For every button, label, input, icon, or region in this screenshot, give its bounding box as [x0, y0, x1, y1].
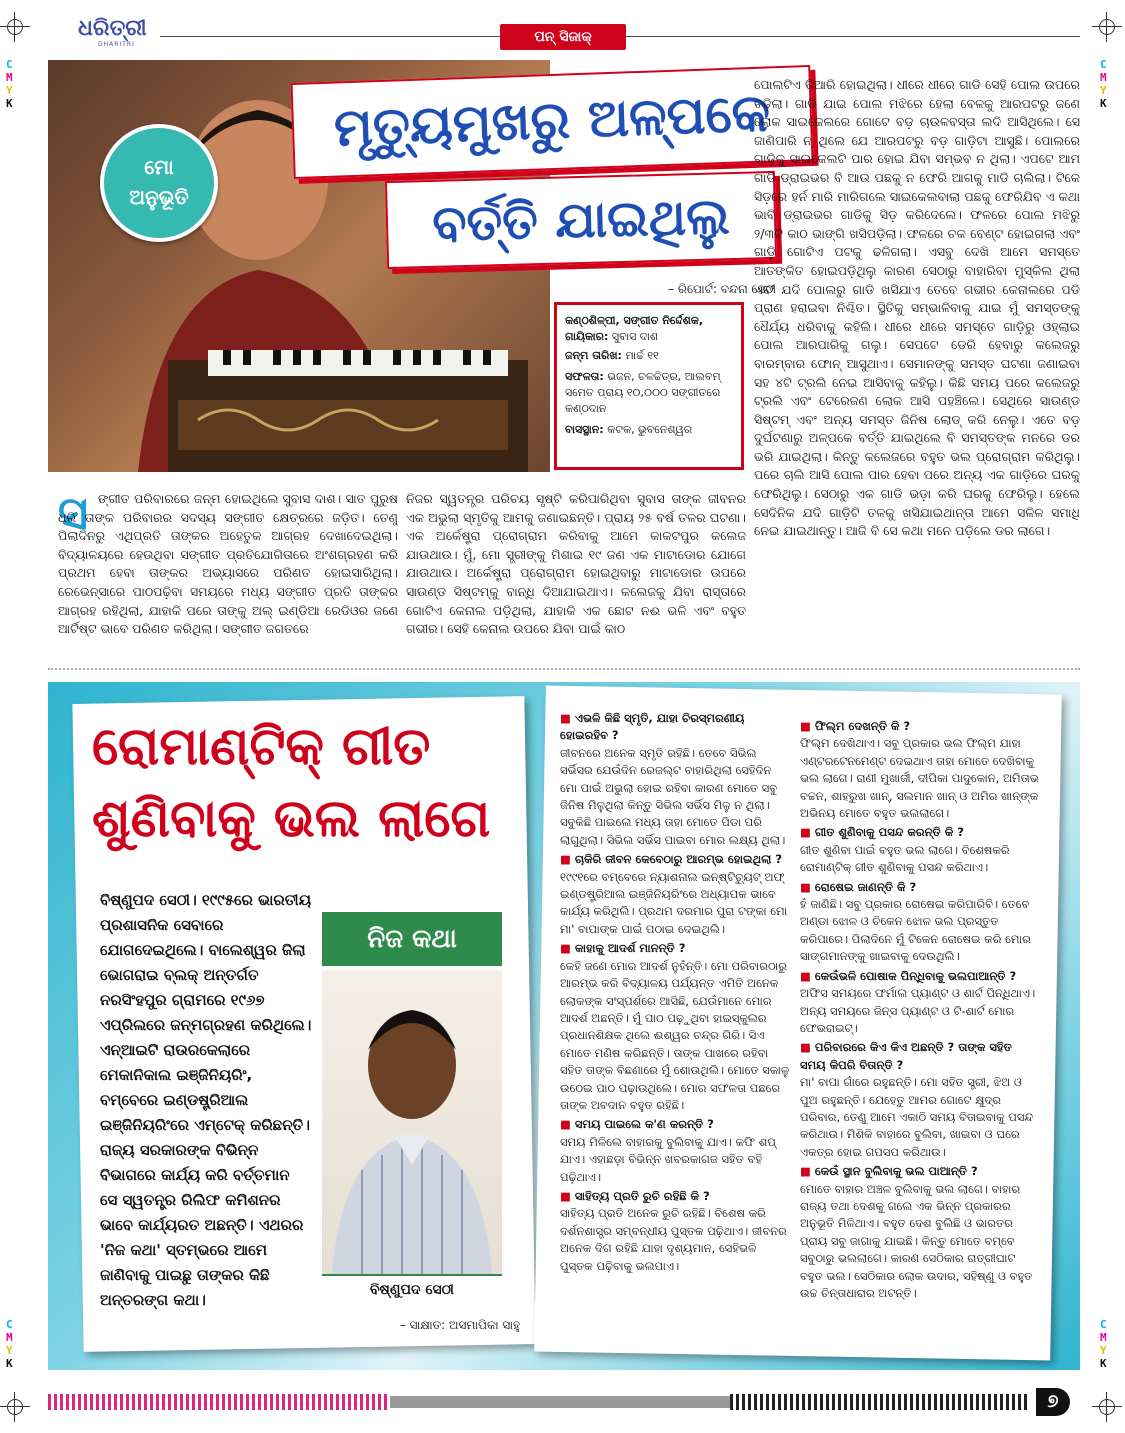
qa-column-left — [560, 708, 790, 1350]
cmyk-k: K — [1100, 97, 1107, 110]
profile-label: ବାସସ୍ଥାନ: — [565, 423, 604, 436]
story1-column-3: ପୋଲଟିଏ ତିଆରି ହୋଇଥିଲା। ଧୀରେ ଧୀରେ ଗାଡି ସେହି ପୋଲ ଉପରେ ଚଢ଼ିଲା। ଗାଡି ଯାଇ ପୋଲ ମଝିରେ ହେଲା ବେଳକୁ ଆରପଟରୁ ଜଣେ ଲୋକ ସାଇକେଲରେ ଗୋଟେ ବଡ଼ ଚାଉଳବସ୍ତା ଲଦି ଆସିଥିଲେ। ସେ ଜାଣିପାରି ନ ଥିଲେ ଯେ ଆରପଟରୁ ବଡ଼ ଗାଡ଼ିଟା ଆସୁଛି। ପୋଲରେ ଗାଡ଼ିକୁ ସାଇକେଲଟି ପାର ହୋଇ ଯିବା ସମ୍ଭବ ନ ଥିଲା। ଏପଟେ ଆମ ଗାଡି ଡ୍ରାଇଭର ବି ଆଉ ପଛକୁ ନ ଫେରି ଆଗକୁ ମାଡି ଚାଲିଲା। ଟିକେ ସିଡ଼ରେ ହର୍ନ ମାରି ମାରିଗଲେ ସାଇକେଲବାଲା ପଛକୁ ଫେରିଯିବ ଏ କଥା ଭାବି ଡ୍ରାଇଭର ଗାଡିକୁ ସିଡ଼ କରିଦେଲେ। ଫଳରେ ପୋଲ ମଝିରୁ ୨/୩ଟି କାଠ ଭାଙ୍ଗି ଖସିପଡ଼ିଲା। ଫଳରେ ଚକ ବେଣ୍ଟ ହୋଇଗଲା ଏବଂ ଗାଡ଼ି ଗୋଟିଏ ପଟକୁ ଢଳିଗଲା। ଏସବୁ ଦେଖି ଆମେ ସମସ୍ତେ ଆତଙ୍କିତ ହୋଇପଡ଼ିଥିଲୁ କାରଣ ସେଠାରୁ ବାହାରିବା ମୁସ୍କିଲ ଥିଲା ଏବଂ ଯଦି ପୋଲରୁ ଗାଡି ଖସିଯାଏ ତେବେ ଗଭୀର କେନାଲରେ ପଡି ପ୍ରାଣ ହରାଇବା ନିଶ୍ଚିତ। ସ୍ଥିତିକୁ ସମ୍ଭାଳିବାକୁ ଯାଇ ମୁଁ ସମସ୍ତଙ୍କୁ ଧୈର୍ଯ୍ୟ ଧରିବାକୁ କହିଲି। ଧୀରେ ଧୀରେ ସମସ୍ତେ ଗାଡ଼ିରୁ ଓହ୍ଲାଇ ପୋଲ ଆରପାରିକୁ ଗଲୁ। ସେପଟେ ଡେରି ହେବାରୁ କଲେଜରୁ ବାରମ୍ବାର ଫୋନ୍ ଆସୁଥାଏ। ସେମାନଙ୍କୁ ସମସ୍ତ ଘଟଣା ଜଣାଇବା ସହ ୪ଟି ଟ୍ରଲି ନେଇ ଆସିବାକୁ କହିଲୁ। କିଛି ସମୟ ପରେ କଲେଜରୁ ଟ୍ରଲି ଏବଂ ଟେରେଜଣ ଲୋକ ଆସି ପହଞ୍ଚିଲେ। ସେଥିରେ ସାଉଣ୍ଡ ସିଷ୍ଟମ୍ ଏବଂ ଅନ୍ୟ ସମସ୍ତ ଜିନିଷ ଲୋଡ୍ କରି ନେଲୁ। ଏତେ ବଡ଼ ଦୁର୍ଘଟଣାରୁ ଅଳ୍ପକେ ବର୍ତ୍ତି ଯାଇଥିଲେ ବି ସମସ୍ତଙ୍କ ମନରେ ଡର ଭରି ଯାଇଥିଲା। କିନ୍ତୁ କଲେଜରେ ବହୁତ ଭଲ ପ୍ରୋଗ୍ରାମ କରିଥିଲୁ। ପରେ ଚାଲି ଆସି ପୋଲ ପାର ହେବା ପରେ ଅନ୍ୟ ଏକ ଗାଡ଼ିରେ ଘରକୁ ଫେରିଥିଲୁ। ସେଠାରୁ ଏକ ଗାଡି ଭଡ଼ା କରି ଘରକୁ ଫେରିଲୁ। ହେଲେ ସେଦିନିକ ଯଦି ଗାଡ଼ିଟି ତଳକୁ ଖସିଯାଇଥାନ୍ତା ଆମେ ସଳିଳ ସମାଧି ନେଇ ଯାଇଥାନ୍ତୁ। ଆଜି ବି ସେ କଥା ମନେ ପଡ଼ିଲେ ଡର ଲାଗେ। — [754, 77, 1080, 539]
qa-question: ■ ପରିବାରରେ କିଏ କିଏ ଅଛନ୍ତି ? ତାଙ୍କ ସହିତ ସମୟ କିପରି ବିତାନ୍ତି ? — [800, 1039, 1040, 1074]
page-number: ୭ — [1036, 1388, 1070, 1416]
footer-bar-black — [730, 1394, 1030, 1410]
cmyk-strip-bottom-left — [6, 1318, 13, 1370]
cmyk-c: C — [6, 1318, 13, 1331]
cmyk-k: K — [6, 97, 13, 110]
logo-text: ଧରିତ୍ରୀ — [78, 16, 147, 41]
cmyk-m: M — [1100, 1331, 1107, 1344]
masthead-logo — [78, 17, 168, 53]
crop-mark-bottom-right — [1092, 1392, 1122, 1422]
profile-label: ଗାୟିକାର: — [565, 330, 609, 343]
qa-answer: ସାହିତ୍ୟ ପ୍ରତି ଅନେକ ରୁଚି ରହିଛି। ବିଶେଷ କରି ଦର୍ଶନଶାସ୍ତ୍ର ସମ୍ବନ୍ଧୀୟ ପୁସ୍ତକ ପଢ଼ିଥାଏ। ଜୀବନର ଅନେକ ଦିଗ ରହିଛି ଯାହା ଦୃଶ୍ୟମାନ, ସେହିଭଳି ପୁସ୍ତକ ପଢ଼ିବାକୁ ଭଲପାଏ। — [560, 1206, 787, 1273]
qa-answer: ଗୀତ ଶୁଣିବା ପାଇଁ ବହୁତ ଭଲ ଲାଗେ। ବିଶେଷକରି ରୋମାଣ୍ଟିକ୍ ଗୀତ ଶୁଣିବାକୁ ପସନ୍ଦ କରିଥାଏ। — [800, 842, 1010, 875]
qa-question: ■ ରୋଷେଇ ଜାଣନ୍ତି କି ? — [800, 879, 1040, 896]
qa-answer: ୧୯୯୧ରେ ବମ୍ବେରେ ନ୍ୟାଶନାଲ ଇନ୍‌ଷ୍ଟିଚ୍ୟୁଟ୍ ଅଫ୍ ଇଣ୍ଡଷ୍ଟ୍ରିଆଲ ଇଞ୍ଜିନିୟରିଂରେ ଅଧ୍ୟାପକ ଭାବେ କାର୍ଯ୍ୟ କରିଥିଲି। ପ୍ରଥମ ଦରମାର ପୁରା ଟଙ୍କା ମୋ ମା' ବାପାଙ୍କ ପାଇଁ ପଠାଇ ଦେଇଥିଲି। — [560, 869, 788, 936]
story1-column-1-text: ଙ୍ଗୀତ ପରିବାରରେ ଜନ୍ମ ହୋଇଥିଲେ ସୁବାସ ଦାଶ। ସାତ ପୁରୁଷ ଧରି ତାଙ୍କ ପରିବାରର ସଦସ୍ୟ ସଙ୍ଗୀତ କ୍ଷେତ୍ରରେ ଜଡ଼ିତ। ତେଣୁ ପିଲାଦିନରୁ ଏଥିପ୍ରତି ତାଙ୍କର ଅହେତୁକ ଆଗ୍ରହ ଦେଖାଦେଇଥିଲା। ବିଦ୍ୟାଳୟରେ ହେଉଥିବା ସଙ୍ଗୀତ ପ୍ରତିଯୋଗିତାରେ ଅଂଶଗ୍ରହଣ କରି ପ୍ରଥମ ହେବା ତାଙ୍କର ଅଭ୍ୟାସରେ ପରିଣତ ହୋଇସାରିଥିଲା। ରେଭେନ୍ସାରେ ପାଠପଢ଼ିବା ସମୟରେ ମଧ୍ୟ ସଙ୍ଗୀତ ପ୍ରତି ତାଙ୍କର ଆଗ୍ରହ ରହିଥିଲା, ଯାହାକି ପରେ ତାଙ୍କୁ ଅଲ୍ ଇଣ୍ଡିଆ ରେଡିଓର ଜଣେ ଆର୍ଟିଷ୍ଟ ଭାବେ ପରିଣତ କରିଥିଲା। ସଙ୍ଗୀତ ଜଗତରେ — [58, 491, 398, 637]
cmyk-y: Y — [1100, 84, 1107, 97]
cmyk-strip-top-right — [1100, 58, 1107, 110]
qa-question: ■ କେଉଁ ସ୍ଥାନ ବୁଲିବାକୁ ଭଲ ପାଆନ୍ତି ? — [800, 1163, 1040, 1180]
cmyk-m: M — [1100, 71, 1107, 84]
story1-column-1 — [58, 486, 398, 660]
badge-text: ମୋ ଅନୁଭୂତି — [129, 155, 189, 209]
crop-mark-bottom-left — [0, 1392, 30, 1422]
nija-katha-tag: ନିଜ କଥା — [322, 912, 502, 966]
cmyk-c: C — [6, 58, 13, 71]
qa-question: ■ ଚାକିରି ଜୀବନ କେବେଠାରୁ ଆରମ୍ଭ ହୋଇଥିଲା ? — [560, 851, 790, 868]
crop-mark-top-right — [1092, 12, 1122, 42]
cmyk-y: Y — [1100, 1344, 1107, 1357]
cmyk-m: M — [6, 71, 13, 84]
crop-mark-top-left — [0, 12, 30, 42]
footer-bar-grey — [390, 1396, 730, 1408]
profile-row — [565, 313, 733, 329]
qa-answer: ମୋତେ ବାହାର ଅଞ୍ଚଳ ବୁଲିବାକୁ ଭଲ ଲାଗେ। ବାହାର ରାଜ୍ୟ ତଥା ଦେଶକୁ ଗଲେ ଏକ ଭିନ୍ନ ପ୍ରକାରର ଅନୁଭୂତି ମିଳିଥାଏ। ବହୁତ ଦେଶ ବୁଲିଛି ଓ ଭାରତର ପ୍ରାୟ ସବୁ ଜାଗାକୁ ଯାଇଛି। କିନ୍ତୁ ମୋତେ ବମ୍ବେ ସବୁଠାରୁ ଭଲଲାଗେ। କାରଣ ସେଠିକାର ରାତ୍ରୀଘାଟ ବହୁତ ଭଲ। ସେଠିକାର ଲୋକ ଉଦାର, ସହିଷ୍ଣୁ ଓ ବହୁତ ଉଚ୍ଚ ଚିନ୍ତାଧାରାର ଅଟନ୍ତି। — [800, 1181, 1033, 1300]
headline-1-box — [290, 65, 813, 179]
qa-question: ■ କାହାକୁ ଆଦର୍ଶ ମାନନ୍ତି ? — [560, 940, 790, 957]
profile-row — [565, 348, 733, 364]
badge-mo-anubhuti — [100, 124, 218, 242]
qa-question: ■ ସାହିତ୍ୟ ପ୍ରତି ରୁଚି ରହିଛି କି ? — [560, 1188, 790, 1205]
profile-portrait — [322, 970, 502, 1274]
cmyk-k: K — [1100, 1357, 1107, 1370]
qa-answer: ଫିଲ୍ମ ଦେଖିଥାଏ। ସବୁ ପ୍ରକାର ଭଲ ଫିଲ୍ମ ଯାହା ଏଣ୍ଟରଟେନମେଣ୍ଟ ଦେଇଥାଏ ତାହା ମୋତେ ଦେଖିବାକୁ ଭଲ ଲାଗେ। ରାଣୀ ମୁଖାର୍ଜୀ, ଦୀପିକା ପାଦୁକୋନ, ଅମିତାଭ ବଚ୍ଚନ, ଶାହରୁଖ ଖାନ୍, ସଲମାନ ଖାନ୍ ଓ ଅମିର ଖାନ୍‌ଙ୍କ ଅଭିନୟ ମୋତେ ବହୁତ ଭଲଲାଗେ। — [800, 736, 1039, 821]
story-divider — [48, 668, 1080, 670]
qa-answer: ମା' ବାପା ଗାଁରେ ରହୁଛନ୍ତି। ମୋ ସହିତ ସ୍ତ୍ରୀ, ଝିଅ ଓ ପୁଅ ରହୁଛନ୍ତି। ଯେହେତୁ ଆମର ଗୋଟେ କ୍ଷୁଦ୍ର ପରିବାର, ତେଣୁ ଆମେ ଏକାଠି ସମୟ ବିତାଇବାକୁ ପସନ୍ଦ କରିଥାଉ। ମିଶିକି ବାହାରେ ବୁଲିବା, ଖାଇବା ଓ ଘରେ ଏକତ୍ର ହୋଇ ଗପସପ କରିଥାଉ। — [800, 1075, 1033, 1159]
headline-1-line2: ବର୍ତ୍ତି ଯାଇଥିଲୁ — [431, 187, 731, 253]
cmyk-strip-top-left — [6, 58, 13, 110]
profile-value: ସୁବାସ ଦାଶ — [611, 330, 659, 343]
headline-2-line1: ରୋମାଣ୍ଟିକ୍ ଗୀତ — [92, 717, 431, 777]
qa-question: ■ ଫିଲ୍ମ ଦେଖନ୍ତି କି ? — [800, 718, 1040, 735]
profile-row — [565, 422, 733, 438]
cmyk-c: C — [1100, 58, 1107, 71]
qa-question: ■ ଏଭଳି କିଛି ସ୍ମୃତି, ଯାହା ଚିରସ୍ମରଣୀୟ ହୋଇରହିବ ? — [560, 710, 790, 745]
qa-question: ■ ଗୀତ ଶୁଣିବାକୁ ପସନ୍ଦ କରନ୍ତି କି ? — [800, 824, 1040, 841]
cmyk-c: C — [1100, 1318, 1107, 1331]
headline-1-box-2 — [385, 171, 777, 269]
interviewer-credit: – ସାକ୍ଷାତ: ଅସମାପିକା ସାହୁ — [399, 1318, 520, 1332]
profile-label: ଜନ୍ମ ତାରିଖ: — [565, 349, 622, 362]
cmyk-strip-bottom-right — [1100, 1318, 1107, 1370]
qa-answer: ଅଫିସ ସମୟରେ ଫର୍ମାଲ ପ୍ୟାଣ୍ଟ ଓ ଶାର୍ଟ ପିନ୍ଧିଥାଏ। ଅନ୍ୟ ସମୟରେ ଜିନ୍ସ ପ୍ୟାଣ୍ଟ ଓ ଟି-ଶାର୍ଟ ମୋର ଫେଭରାଇଟ୍। — [800, 986, 1036, 1035]
cmyk-y: Y — [6, 1344, 13, 1357]
profile-box — [554, 302, 744, 470]
profile-row — [565, 329, 733, 345]
story1-dropcap: ସ — [58, 486, 88, 540]
qa-answer: ଜୀବନରେ ଅନେକ ସ୍ମୃତି ରହିଛି। ତେବେ ସିଭିଲ ସର୍ଭିସର ଯେଉଁଦିନ ରେଜଲ୍ଟ ବାହାରିଥିଲା ସେହିଦିନ ମୋ ପାଇଁ ଅଭୁଲା ହୋଇ ରହିବା କାରଣ ମୋତେ ସବୁ ଜିନିଷ ମିଳୁଥିଲା କିନ୍ତୁ ସିଭିଲ ସର୍ଭିସ ମିଳୁ ନ ଥିଲା। ସବୁକିଛି ପାଇଲେ ମଧ୍ୟ ତାହା ମୋତେ ପିଡା ପରି ଲାଗୁଥିଲା। ସିଭିଲ ସର୍ଭିସ ପାଇବା ମୋର ଲକ୍ଷ୍ୟ ଥିଲା। — [560, 745, 786, 847]
qa-answer: କେହି ଜଣେ ମୋର ଆଦର୍ଶ ନୁହଁନ୍ତି। ମୋ ପରିବାରଠାରୁ ଆରମ୍ଭ କରି ବିଦ୍ୟାଳୟ ପର୍ଯ୍ୟନ୍ତ ଏମିତି ଅନେକ ଲୋକଙ୍କ ସଂସ୍ପର୍ଶରେ ଆସିଛି, ଯେଉଁମାନେ ମୋର ଆଦର୍ଶ ଅଛନ୍ତି। ମୁଁ ପାଠ ପଢ଼ୁଥିବା ହାଇସ୍କୁଲର ପ୍ରଧାନଶିକ୍ଷକ ଥିଲେ ଈଶ୍ୱର ଚନ୍ଦ୍ର ଗିରି। ସିଏ ମୋତେ ମଣିଷ କରିଛନ୍ତି। ତାଙ୍କ ପାଖରେ ରହିବା ସହିତ ତାଙ୍କ ବିଛଣାରେ ମୁଁ ଶୋଉଥିଲି। ମୋତେ ସକାଳୁ ଉଠେଇ ପାଠ ପଢ଼ାଉଥିଲେ। ମୋର ସଫଳତା ପଛରେ ତାଙ୍କ ଅବଦାନ ବହୁତ ରହିଛି। — [560, 958, 790, 1112]
profile-label: କଣ୍ଠଶିଳ୍ପୀ, ସଙ୍ଗୀତ ନିର୍ଦ୍ଦେଶକ, — [565, 314, 704, 327]
headline-1-line1: ମୃତ୍ୟୁମୁଖରୁ ଅଳ୍ପକେ — [332, 83, 771, 159]
logo-subtext: DHARITRI — [98, 41, 135, 48]
profile-value: ମାର୍ଚ୍ଚ ୧୧ — [625, 349, 659, 362]
cmyk-m: M — [6, 1331, 13, 1344]
qa-question: ■ କେଉଁଭଳି ପୋଷାକ ପିନ୍ଧିବାକୁ ଭଲପାଆନ୍ତି ? — [800, 968, 1040, 985]
profile-value: ଭଜନ, ଚଳଚ୍ଚିତ୍ର, ଆଲବମ୍ ସମେତ ପ୍ରାୟ ୧୦,୦୦୦ ସଙ୍ଗୀତରେ କଣ୍ଠଦାନ — [565, 370, 721, 415]
profile-label: ସଫଳତା: — [565, 370, 604, 383]
portrait-illustration — [322, 970, 502, 1274]
section-label: ପନ୍ ସିଜାକ୍ — [500, 24, 626, 50]
cmyk-k: K — [6, 1357, 13, 1370]
qa-answer: ହଁ ଜାଣିଛି। ସବୁ ପ୍ରକାର ରୋଷେଇ କରିପାରିବି। ତେବେ ଅଣ୍ଡା ଝୋଳ ଓ ଚିକେନ ଝୋଳ ଭଲ ପ୍ରସ୍ତୁତ କରିପାରେ। ପିଲାଦିନେ ମୁଁ ଟିକେନ ରୋଷେଇ କରି ମୋର ସାଙ୍ଗମାନଙ୍କୁ ଖାଇବାକୁ ଦେଉଥିଲି। — [800, 897, 1031, 964]
intro-text: ବିଷ୍ଣୁପଦ ସେଠୀ। ୧୯୯୫ରେ ଭାରତୀୟ ପ୍ରଶାସନିକ ସେବାରେ ଯୋଗଦେଇଥିଲେ। ବାଲେଶ୍ୱର ଜିଲା ଭୋଗରାଇ ବ୍ଲକ୍ ଅନ୍ତର୍ଗତ ନରସିଂହପୁର ଗ୍ରାମରେ ୧୯୬୭ ଏପ୍ରିଲରେ ଜନ୍ମଗ୍ରହଣ କରିଥିଲେ। ଏନ୍ଆଇଟି ରାଉରକେଲାରେ ମେକାନିକାଲ ଇଞ୍ଜିନିୟରିଂ, ବମ୍ବେରେ ଇଣ୍ଡଷ୍ଟ୍ରିଆଲ ଇଞ୍ଜିନିୟରିଂରେ ଏମ୍‌ଟେକ୍ କରିଛନ୍ତି। ରାଜ୍ୟ ସରକାରଙ୍କ ବିଭିନ୍ନ ବିଭାଗରେ କାର୍ଯ୍ୟ କରି ବର୍ତ୍ତମାନ ସେ ସ୍ୱତନ୍ତ୍ର ରିଲିଫ କମିଶନର ଭାବେ କାର୍ଯ୍ୟରତ ଅଛନ୍ତି। ଏଥରର 'ନିଜ କଥା' ସ୍ତମ୍ଭରେ ଆମେ ଜାଣିବାକୁ ପାଇଛୁ ତାଙ୍କର କିଛି ଅନ୍ତରଙ୍ଗ କଥା। — [100, 891, 312, 1309]
cmyk-y: Y — [6, 84, 13, 97]
qa-answer: ସମୟ ମିଳିଲେ ବାହାରକୁ ବୁଲିବାକୁ ଯାଏ। କଫି ଶପ୍ ଯାଏ। ଏହାଛଡ଼ା ବିଭିନ୍ନ ଖବରକାଗଜ ସହିତ ବହି ପଢ଼ିଥାଏ। — [560, 1134, 776, 1184]
story1-column-2: ନିଜର ସ୍ୱତନ୍ତ୍ର ପରିଚୟ ସୃଷ୍ଟି କରିପାରିଥିବା ସୁବାସ ତାଙ୍କ ଜୀବନର ଏକ ଅଭୁଲା ସ୍ମୃତିକୁ ଆମକୁ ଜଣାଇଛନ୍ତି। ପ୍ରାୟ ୨୫ ବର୍ଷ ତଳର ଘଟଣା। ଏକ ଅର୍କେଷ୍ଟ୍ରା ପ୍ରୋଗ୍ରାମ କରିବାକୁ ଆମେ କାକଟପୁର କଲେଜ ଯାଉଥାଉ। ମୁଁ, ମୋ ସ୍ତ୍ରୀଙ୍କୁ ମିଶାଇ ୧୯ ଜଣ ଏକ ମାଟାଡୋର ଯୋଗେ ଯାଉଥାଉ। ଅର୍କେଷ୍ଟ୍ରା ପ୍ରୋଗ୍ରାମ ହୋଇଥିବାରୁ ମାଟାଡୋର ଉପରେ ସାଉଣ୍ଡ ସିଷ୍ଟମ୍‌କୁ ବାନ୍ଧି ଦିଆଯାଇଥାଏ। କଲେଜକୁ ଯିବା ରାସ୍ତାରେ ଗୋଟିଏ କେନାଲ ପଡ଼ିଥିଲା, ଯାହାକି ଏକ ଛୋଟ ନଈ ଭଳି ଏବଂ ବହୁତ ଗଭୀର। ସେହି କେନାଲ ଉପରେ ଯିବା ପାଇଁ କାଠ — [406, 491, 746, 637]
headline-2-line2: ଶୁଣିବାକୁ ଭଲ ଲାଗେ — [92, 789, 491, 849]
qa-column-right — [800, 716, 1040, 1350]
footer-bar-pink — [48, 1394, 390, 1410]
qa-question: ■ ସମୟ ପାଇଲେ କ'ଣ କରନ୍ତି ? — [560, 1116, 790, 1133]
profile-row — [565, 369, 733, 417]
reporter-credit: – ରିପୋର୍ଟ: ବନ୍ଦନା ସେଠୀ — [668, 282, 776, 296]
portrait-caption: ବିଷ୍ଣୁପଦ ସେଠୀ — [322, 1274, 502, 1304]
profile-value: କଟକ, ଭୁବନେଶ୍ୱର — [607, 423, 693, 436]
